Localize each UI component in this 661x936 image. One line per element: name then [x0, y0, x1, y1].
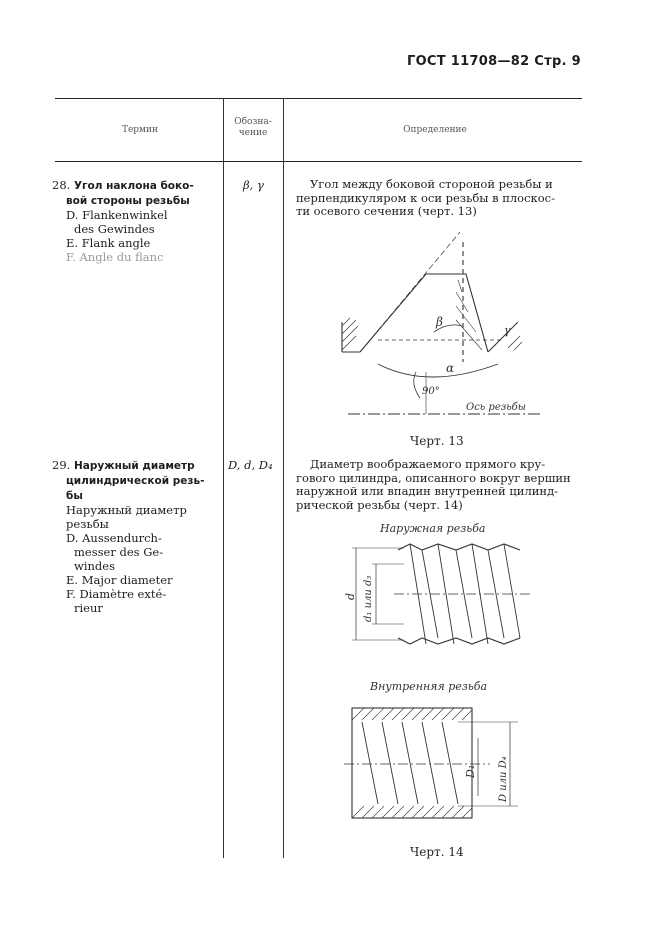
term-29-de-2: messer des Ge- [74, 545, 164, 559]
definition-29-line-1: Диаметр воображаемого прямого кру- [310, 457, 546, 471]
term-28-fr: F. Angle du flanc [66, 250, 164, 264]
term-29-ru-line-2: цилиндрической резь- [66, 475, 205, 487]
term-28-en: E. Flank angle [66, 236, 151, 250]
term-28-de-1: D. Flankenwinkel [66, 208, 168, 222]
fig13-right-shoulder [488, 322, 518, 352]
term-28-ru-line-1: Угол наклона боко- [73, 180, 194, 192]
column-divider-2 [283, 98, 284, 858]
fig14i-hatch-top [352, 708, 472, 720]
fig14i-label-D1: D₁ [464, 764, 477, 778]
term-28-de-2: des Gewindes [74, 222, 155, 236]
figure-13-caption: Черт. 13 [410, 434, 464, 448]
term-29-ru-alt-1: Наружный диаметр [66, 503, 187, 517]
fig13-label-beta: β [436, 315, 443, 329]
definition-28-line-3: ти осевого сечения (черт. 13) [296, 204, 477, 218]
term-29-fr-1: F. Diamètre exté- [66, 587, 167, 601]
page-header: ГОСТ 11708—82 Стр. 9 [406, 54, 581, 69]
term-29-en: E. Major diameter [66, 573, 173, 587]
column-head-designation: Обозна- чение [234, 117, 272, 138]
fig13-label-gamma: γ [504, 324, 511, 337]
fig14i-hatch-bottom [352, 806, 472, 818]
fig13-hatch-right [508, 336, 522, 350]
definition-29-line-4: рической резьбы (черт. 14) [296, 497, 463, 512]
fig13-label-90: 90° [422, 386, 440, 397]
term-29-number: 29. [52, 458, 71, 472]
designation-29: D, d, D₄ [228, 458, 273, 472]
column-head-definition: Определение [403, 125, 467, 135]
figure-14-outer [338, 540, 538, 650]
fig14o-label-d1-d3: d₁ или d₃ [363, 575, 374, 622]
fig14o-profile-top [398, 544, 520, 550]
definition-28-line-2: перпендикуляром к оси резьбы в плоскос- [296, 190, 555, 205]
fig14i-label-D-D4: D или D₄ [498, 756, 509, 802]
fig13-alpha-arc [378, 364, 498, 377]
fig13-flank-extension [360, 232, 460, 352]
term-29-fr-2: rieur [74, 601, 103, 615]
figure-14-inner-title: Внутренняя резьба [370, 680, 488, 693]
figure-14-inner [338, 700, 538, 820]
fig13-label-alpha: α [446, 361, 455, 375]
figure-13 [338, 222, 558, 422]
definition-28-line-1: Угол между боковой стороной резьбы и [310, 177, 553, 191]
table-top-rule [55, 98, 582, 99]
column-head-term: Термин [121, 125, 159, 135]
term-28-ru-line-2: вой стороны резьбы [66, 195, 190, 207]
designation-28: β, γ [243, 178, 264, 192]
figure-14-caption: Черт. 14 [410, 845, 464, 859]
column-divider-1 [223, 98, 224, 858]
figure-14-outer-title: Наружная резьба [380, 522, 486, 535]
fig14o-label-d: d [344, 592, 357, 600]
term-28 [52, 178, 222, 264]
fig14o-helix-4 [504, 544, 520, 638]
fig13-label-axis: Ось резьбы [466, 402, 526, 413]
term-29-ru-alt-2: резьбы [66, 517, 109, 531]
definition-28 [296, 178, 581, 219]
term-29-ru-line-3: бы [66, 490, 83, 502]
term-28-number: 28. [52, 178, 71, 192]
definition-29-line-3: наружной или впадин внутренней цилинд- [296, 484, 559, 498]
table-head-rule [55, 161, 582, 162]
fig14i-helix [362, 722, 458, 804]
definition-29 [296, 458, 581, 512]
term-29-de-1: D. Aussendurch- [66, 531, 162, 545]
term-29-ru-line-1: Наружный диаметр [73, 460, 195, 472]
fig13-hatch-left [342, 318, 358, 350]
definition-29-line-2: гового цилиндра, описанного вокруг вершин [296, 470, 571, 485]
term-29 [52, 458, 222, 615]
term-29-de-3: windes [74, 559, 115, 573]
fig14o-profile-bottom [398, 638, 520, 644]
